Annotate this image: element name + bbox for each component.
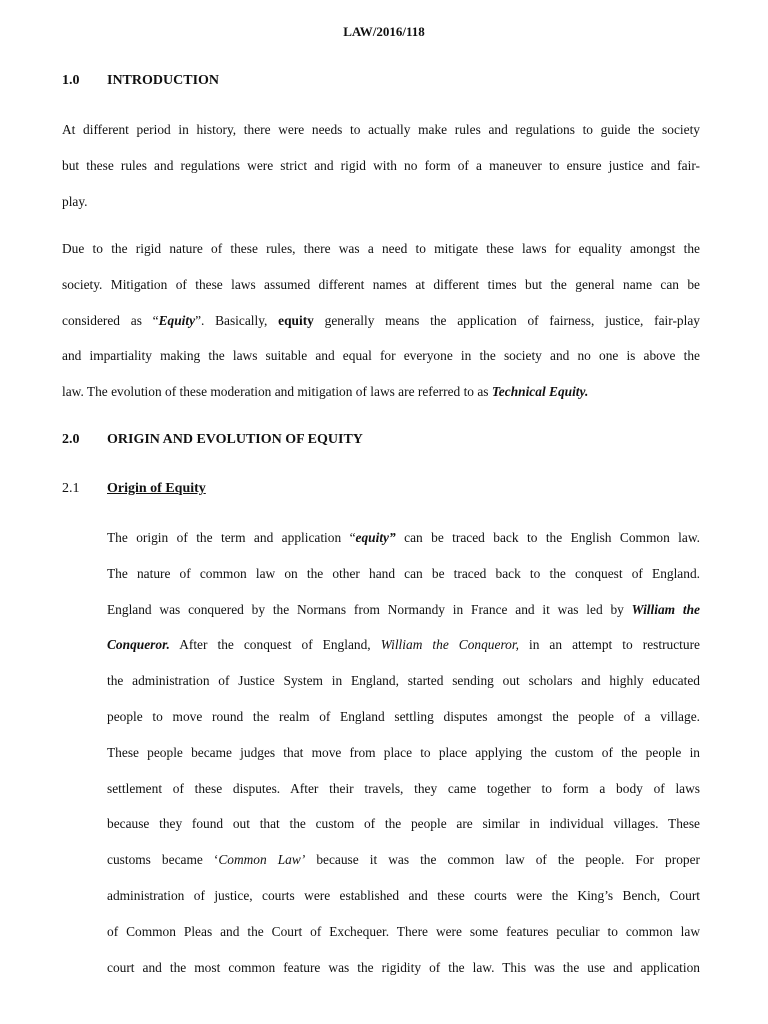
text-line: the administration of Justice System in England, started sending out scholars and highly educated [107,673,700,689]
text-line: because they found out that the custom of the people are similar in individual villages. These [107,816,700,832]
text-line: play. [62,193,88,209]
text-span: After the conquest of England, [179,637,371,653]
conqueror-term: Conqueror. [107,637,170,653]
text-span: can be traced back to the English Common law. [404,530,700,545]
text-span: law. The evolution of these moderation and mitigation of laws are referred to as [62,384,489,400]
equity-term: equity” [355,530,396,545]
document-id: LAW/2016/118 [343,24,425,39]
text-span: considered as “ [62,312,159,328]
text-line [107,520,700,556]
text-line: people to move round the realm of England settling disputes amongst the people of a village. [107,708,700,724]
section-heading-introduction [62,73,219,89]
text-line: administration of justice, courts were established and these courts were the King’s Bench, Court [107,887,700,903]
text-line: and impartiality making the laws suitable and equal for everyone in the society and no one is above the [62,348,700,364]
william-italic: William the Conqueror, [380,637,519,653]
text-line [62,374,700,410]
text-line: At different period in history, there were needs to actually make rules and regulations to guide the society [62,122,700,137]
subsection-number: 2.1 [62,481,80,496]
intro-paragraph-2 [62,231,700,410]
text-line [107,627,700,663]
technical-equity-term: Technical Equity. [491,384,589,400]
equity-keyword: equity [278,312,314,328]
text-line: settlement of these disputes. After their travels, they came together to form a body of laws [107,780,700,796]
section-number: 1.0 [62,73,80,88]
section-title: INTRODUCTION [107,73,220,88]
section-title: ORIGIN AND EVOLUTION OF EQUITY [107,432,363,447]
text-line: of Common Pleas and the Court of Exchequer. There were some features peculiar to common law [107,923,700,939]
subsection-heading-origin [62,481,206,497]
text-line: society. Mitigation of these laws assumed different names at different times but the general name can be [62,276,700,292]
subsection-title: Origin of Equity [107,481,206,496]
william-term: William the [631,601,700,617]
intro-paragraph-1 [62,112,700,219]
text-line [107,842,700,878]
text-line: Due to the rigid nature of these rules, there was a need to mitigate these laws for equality amongst the [62,241,700,256]
text-line: These people became judges that move from place to place applying the custom of the people in [107,744,700,760]
text-line: court and the most common feature was the rigidity of the law. This was the use and application [107,959,700,975]
equity-term: Equity [158,312,196,328]
text-span: England was conquered by the Normans from Normandy in France and it was led by [107,601,624,617]
text-span: in an attempt to restructure [528,637,700,653]
text-line [62,303,700,339]
text-span: because it was the common law of the people. For proper [316,852,700,868]
section-heading-origin-evolution [62,432,363,448]
origin-paragraph [107,520,700,985]
text-span: ”. Basically, [195,312,268,328]
common-law-term: Common Law’ [218,852,306,868]
section-number: 2.0 [62,432,80,447]
text-line: but these rules and regulations were strict and rigid with no form of a maneuver to ensure justice and fair- [62,157,700,173]
text-span: customs became ‘ [107,852,219,868]
text-span: The origin of the term and application “ [107,530,356,545]
text-line: The nature of common law on the other hand can be traced back to the conquest of England. [107,565,700,581]
text-span: generally means the application of fairness, justice, fair-play [324,312,700,328]
text-line [107,592,700,628]
